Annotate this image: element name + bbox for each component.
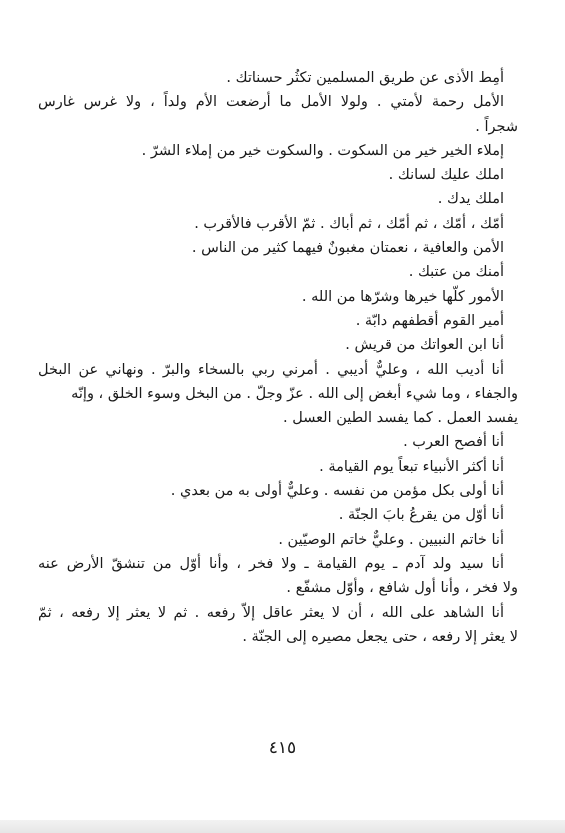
hadith-entry: أنا أولى بكل مؤمن من نفسه . وعليٌّ أولى به من بعدي . xyxy=(170,483,504,500)
hadith-line: أنا سيد ولد آدم ـ يوم القيامة ـ ولا فخر ، وأنا أوّل من تنشقّ الأرض عنه xyxy=(38,555,504,572)
hadith-entry: أمِط الأذى عن طريق المسلمين تكثُر حسناتك . xyxy=(226,70,504,86)
hadith-entry: أمنك من عتبك . xyxy=(408,264,504,281)
hadith-line: والجفاء ، وما شيء أبغض إلى الله . عزّ وجلّ . من البخل وسوء الخلق ، وإنّه يفسد العمل . كما يفسد الطين العسل . xyxy=(71,385,518,427)
hadith-entry: أنا أفصح العرب . xyxy=(403,434,504,451)
hadith-entry: الأمور كلّها خيرها وشرّها من الله . xyxy=(301,288,504,305)
hadith-entry: أنا خاتم النبيين . وعليٌّ خاتم الوصيّين . xyxy=(278,531,504,548)
page-number: ٤١٥ xyxy=(268,738,297,758)
hadith-entry: أنا ابن العواتك من قريش . xyxy=(345,337,504,354)
hadith-entry xyxy=(38,601,518,650)
hadith-entry xyxy=(38,90,518,139)
hadith-entry: أنا أوّل من يقرعُ بابَ الجنّة . xyxy=(338,507,504,524)
scan-bottom-edge xyxy=(0,820,565,833)
hadith-entry: املك عليك لسانك . xyxy=(388,167,504,184)
hadith-entry: الأمن والعافية ، نعمتان مغبونٌ فيهما كثير من الناس . xyxy=(191,240,504,257)
hadith-entry: أمير القوم أقطفهم دابّة . xyxy=(355,312,504,329)
hadith-line: شجراً . xyxy=(475,118,518,135)
hadith-line: أنا أديب الله ، وعليٌّ أديبي . أمرني ربي بالسخاء والبرّ . ونهاني عن البخل xyxy=(38,361,504,378)
hadith-line: الأمل رحمة لأمتي . ولولا الأمل ما أرضعت الأم ولداً ، ولا غرس غارس xyxy=(38,94,504,111)
hadith-entry xyxy=(38,358,518,431)
hadith-entry: املك يدك . xyxy=(437,191,504,208)
hadith-entry: أمّك ، أمّك ، ثم أمّك ، ثم أباك . ثمّ الأقرب فالأقرب . xyxy=(194,215,504,232)
hadith-line: ولا فخر ، وأنا أول شافع ، وأوّل مشفّع . xyxy=(286,580,518,597)
hadith-entry: أنا أكثر الأنبياء تبعاً يوم القيامة . xyxy=(319,458,504,475)
hadith-line: أنا الشاهد على الله ، أن لا يعثر عاقل إلاّ رفعه . ثم لا يعثر إلا رفعه ، ثمّ xyxy=(38,604,504,621)
document-body xyxy=(38,66,518,649)
hadith-entry xyxy=(38,552,518,601)
hadith-entry: إملاء الخير خير من السكوت . والسكوت خير من إملاء الشرّ . xyxy=(141,142,504,159)
hadith-line: لا يعثر إلا رفعه ، حتى يجعل مصيره إلى الجنّة . xyxy=(242,628,518,645)
